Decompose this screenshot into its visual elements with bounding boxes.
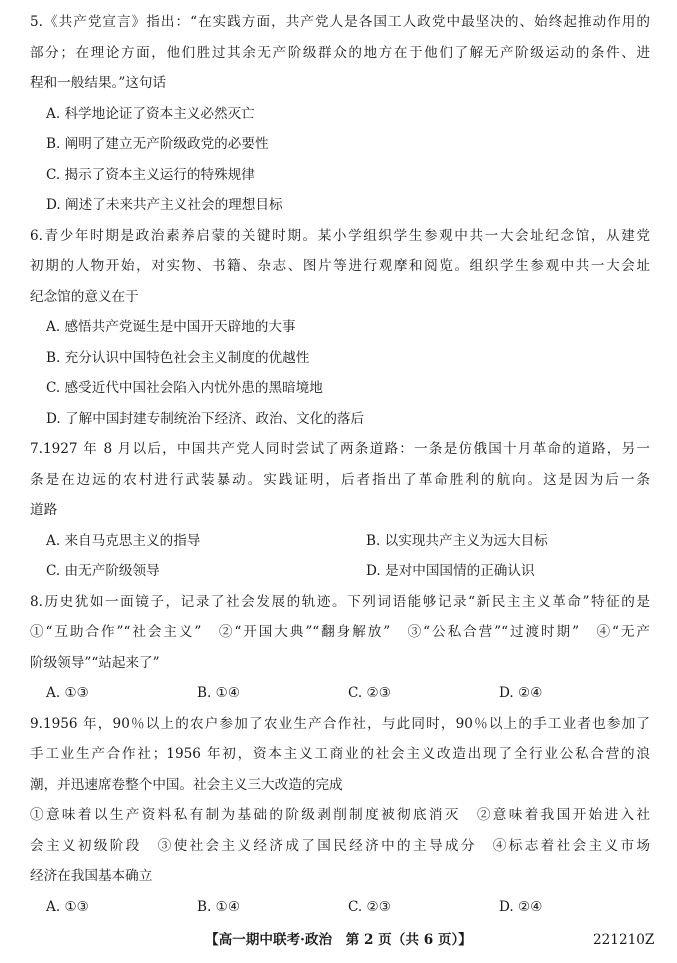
question-6 [30, 221, 650, 435]
option-a: A. ①③ [46, 898, 89, 915]
question-stem-line: 部分；在理论方面，他们胜过其余无产阶级群众的地方在于他们了解无产阶级运动的条件、进 [30, 44, 650, 61]
question-stem-line: ①“互助合作”“社会主义” ②“开国大典”“翻身解放” ③“公私合营”“过渡时期” ④“无产 [30, 624, 650, 640]
option-d: D. ②④ [499, 898, 543, 915]
question-stem-line: 道路 [30, 502, 58, 518]
question-stem-line: 9.1956 年，90％以上的农户参加了农业生产合作社，与此同时，90％以上的手工业者也参加了 [30, 715, 650, 732]
question-stem-line: 5.《共产党宣言》指出：“在实践方面，共产党人是各国工人政党中最坚决的、始终起推动作用的 [30, 14, 650, 30]
option-c: C. 揭示了资本主义运行的特殊规律 [46, 166, 255, 183]
question-stem-line: 纪念馆的意义在于 [30, 288, 139, 305]
option-b: B. 充分认识中国特色社会主义制度的优越性 [46, 349, 310, 366]
options-row [30, 526, 650, 557]
option-c: C. 由无产阶级领导 [46, 563, 160, 579]
option-b: B. ①④ [197, 898, 241, 915]
question-stem-line: 程和一般结果。”这句话 [30, 75, 167, 91]
option-a: A. 来自马克思主义的指导 [46, 532, 201, 549]
footer-title: 【高一期中联考·政治 第 2 页（共 6 页）】 [205, 932, 472, 948]
question-stem-line: 条是在边远的农村进行武装暴动。实践证明，后者指出了革命胜利的航向。这是因为后一条 [30, 471, 650, 488]
option-b: B. 阐明了建立无产阶级政党的必要性 [46, 136, 269, 152]
option-a: A. 科学地论证了资本主义必然灭亡 [46, 105, 255, 122]
question-8 [30, 587, 650, 709]
option-d: D. 是对中国国情的正确认识 [366, 563, 535, 579]
option-d: D. 了解中国封建专制统治下经济、政治、文化的落后 [46, 410, 365, 427]
options-row [30, 892, 650, 923]
question-stem-line: 初期的人物开始，对实物、书籍、杂志、图片等进行观摩和阅览。组织学生参观中共一大会址 [30, 258, 650, 274]
question-stem-line: 8.历史犹如一面镜子，记录了社会发展的轨迹。下列词语能够记录“新民主主义革命”特征的是 [30, 593, 650, 610]
question-stem-line: 潮，并迅速席卷整个中国。社会主义三大改造的完成 [30, 776, 343, 793]
options-row [30, 678, 650, 709]
option-c: C. ②③ [348, 685, 391, 701]
question-stem-line: 7.1927 年 8 月以后，中国共产党人同时尝试了两条道路：一条是仿俄国十月革命的道路，另一 [30, 441, 650, 457]
option-a: A. ①③ [46, 685, 89, 701]
question-stem-line: 6.青少年时期是政治素养启蒙的关键时期。某小学组织学生参观中共一大会址纪念馆，从建党 [30, 227, 650, 244]
exam-code: 221210Z [593, 932, 655, 948]
exam-page [30, 7, 650, 922]
question-5 [30, 7, 650, 221]
question-stem-line: 阶级领导”“站起来了” [30, 654, 160, 671]
question-9 [30, 709, 650, 923]
question-stem-line: ①意味着以生产资料私有制为基础的阶级剥削制度被彻底消灭 ②意味着我国开始进入社 [30, 807, 650, 823]
question-7 [30, 434, 650, 587]
option-d: D. 阐述了未来共产主义社会的理想目标 [46, 197, 283, 213]
option-d: D. ②④ [499, 685, 543, 701]
option-c: C. 感受近代中国社会陷入内忧外患的黑暗境地 [46, 380, 323, 396]
page-footer [0, 927, 677, 953]
question-stem-line: 经济在我国基本确立 [30, 868, 153, 884]
question-stem-line: 会主义初级阶段 ③使社会主义经济成了国民经济中的主导成分 ④标志着社会主义市场 [30, 837, 650, 854]
option-a: A. 感悟共产党诞生是中国开天辟地的大事 [46, 319, 296, 335]
option-b: B. ①④ [197, 685, 241, 701]
option-b: B. 以实现共产主义为远大目标 [366, 532, 548, 549]
question-stem-line: 手工业生产合作社；1956 年初，资本主义工商业的社会主义改造出现了全行业公私合营的浪 [30, 746, 650, 762]
option-c: C. ②③ [348, 898, 391, 915]
options-row [30, 556, 650, 587]
